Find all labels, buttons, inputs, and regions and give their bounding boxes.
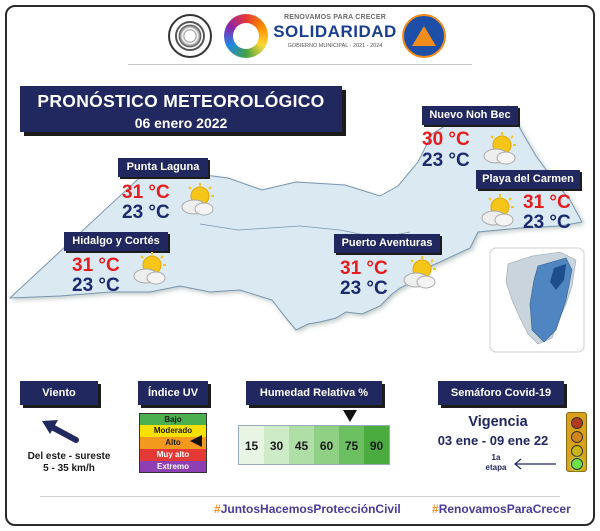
forecast-date: 06 enero 2022: [134, 115, 228, 131]
header-subline: GOBIERNO MUNICIPAL · 2021 - 2024: [287, 43, 383, 49]
uv-current-pointer-icon: [189, 435, 203, 447]
humidity-scale: [238, 425, 390, 465]
low-temp-puerto-aventuras: 23 °C: [340, 278, 388, 299]
covid-stage-word: etapa: [485, 463, 507, 472]
covid-stage-number: 1a: [491, 453, 501, 462]
humidity-step: 15: [239, 426, 264, 464]
low-temp-nuevo-noh-bec: 23 °C: [422, 150, 470, 171]
location-label-nuevo-noh-bec: Nuevo Noh Bec: [422, 106, 518, 125]
location-label-puerto-aventuras: Puerto Aventuras: [334, 234, 440, 253]
humidity-current-pointer-icon: [343, 410, 357, 422]
header-brand: SOLIDARIDAD: [273, 22, 397, 41]
wind-direction-arrow-icon: [40, 418, 80, 444]
humidity-step: 60: [314, 426, 339, 464]
humidity-step: 75: [339, 426, 364, 464]
traffic-light-orange: [571, 431, 583, 443]
partly-cloudy-icon: [480, 132, 520, 166]
humidity-label: Humedad Relativa %: [246, 381, 382, 405]
uv-level-muy-alto: Muy alto: [139, 449, 207, 461]
traffic-light-red: [571, 417, 583, 429]
traffic-light-green: [571, 458, 583, 470]
covid-traffic-light: [566, 412, 587, 472]
low-temp-punta-laguna: 23 °C: [122, 202, 170, 223]
humidity-step: 90: [364, 426, 389, 464]
header-branding: [272, 14, 398, 49]
uv-label: Índice UV: [138, 381, 208, 405]
stage-arrow-icon: [512, 458, 558, 470]
partly-cloudy-icon: [478, 194, 518, 228]
location-label-punta-laguna: Punta Laguna: [118, 158, 208, 177]
hashtag-text: JuntosHacemosProtecciónCivil: [220, 502, 401, 516]
partly-cloudy-icon: [178, 183, 218, 217]
humidity-step: 30: [264, 426, 289, 464]
traffic-light-yellow: [571, 445, 583, 457]
uv-level-alto: Alto: [139, 437, 207, 449]
header-divider: [128, 64, 472, 65]
solidaridad-logo: [224, 14, 268, 58]
hashtag-proteccion-civil: [214, 502, 401, 516]
partly-cloudy-icon: [400, 256, 440, 290]
high-temp-nuevo-noh-bec: 30 °C: [422, 129, 470, 150]
header-tagline: RENOVAMOS PARA CRECER: [283, 14, 387, 21]
wind-direction: Del este - sureste: [27, 451, 111, 462]
hashtag-renovamos: [432, 502, 571, 516]
covid-label: Semáforo Covid-19: [438, 381, 564, 405]
high-temp-hidalgo-y-cortes: 31 °C: [72, 255, 120, 276]
vigencia-title: Vigencia: [468, 414, 528, 430]
location-label-hidalgo-y-cortes: Hidalgo y Cortés: [64, 232, 168, 251]
covid-stage: [476, 453, 516, 473]
hashtag-symbol: #: [214, 502, 221, 516]
title-banner: [20, 86, 342, 132]
high-temp-punta-laguna: 31 °C: [122, 182, 170, 203]
low-temp-hidalgo-y-cortes: 23 °C: [72, 275, 120, 296]
inset-map: [490, 248, 584, 352]
wind-speed: 5 - 35 km/h: [43, 463, 95, 474]
high-temp-playa-del-carmen: 31 °C: [523, 192, 571, 213]
uv-level-bajo: Bajo: [139, 413, 207, 425]
page-title: PRONÓSTICO METEOROLÓGICO: [37, 91, 325, 111]
uv-level-extremo: Extremo: [139, 461, 207, 473]
footer-divider: [40, 496, 560, 497]
location-label-playa-del-carmen: Playa del Carmen: [476, 170, 580, 189]
uv-level-moderado: Moderado: [139, 425, 207, 437]
partly-cloudy-icon: [130, 252, 170, 286]
hashtag-symbol: #: [432, 502, 439, 516]
civil-protection-logo: [402, 14, 446, 58]
wind-info: [20, 451, 118, 475]
wind-label: Viento: [20, 381, 98, 405]
high-temp-puerto-aventuras: 31 °C: [340, 258, 388, 279]
municipal-seal-logo: [168, 14, 212, 58]
vigencia-dates: 03 ene - 09 ene 22: [437, 433, 549, 448]
hashtag-text: RenovamosParaCrecer: [438, 502, 571, 516]
humidity-step: 45: [289, 426, 314, 464]
low-temp-playa-del-carmen: 23 °C: [523, 212, 571, 233]
